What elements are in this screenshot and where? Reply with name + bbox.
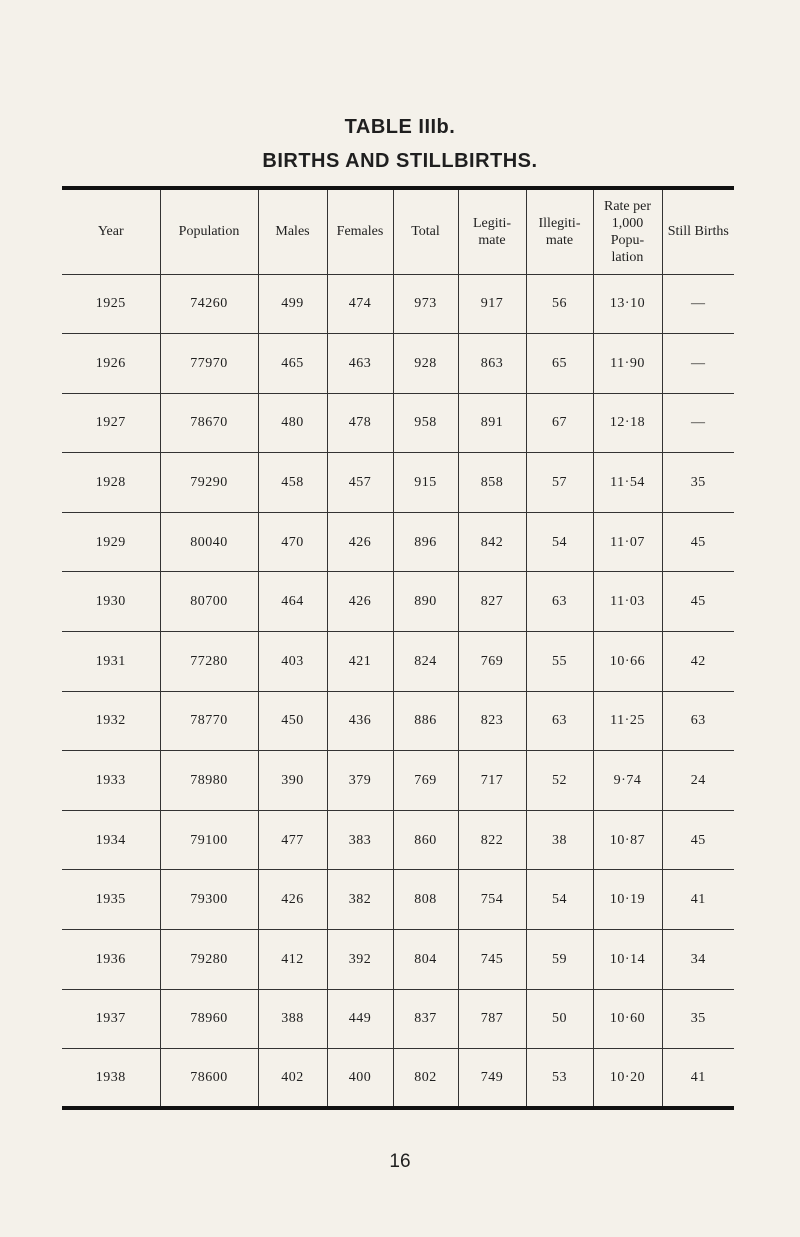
cell-females: 426: [327, 512, 393, 572]
cell-year: 1933: [95, 773, 126, 789]
cell-year: 1936: [95, 951, 126, 967]
table-row: [62, 572, 734, 632]
cell-still-births: 45: [662, 512, 734, 572]
table-row: [62, 334, 734, 394]
cell-total: 860: [393, 810, 458, 870]
cell-males: 426: [258, 870, 327, 930]
cell-females: 449: [327, 989, 393, 1049]
cell-still-births: 35: [662, 453, 734, 513]
cell-population: 74260: [160, 274, 258, 334]
cell-still-births: 45: [662, 572, 734, 632]
cell-males: 412: [258, 930, 327, 990]
cell-males: 403: [258, 632, 327, 692]
cell-total: 896: [393, 512, 458, 572]
cell-rate: 11·07: [593, 512, 662, 572]
cell-year: 1931: [95, 653, 126, 669]
table-title: TABLE IIIb.: [344, 116, 456, 138]
cell-still-births: 63: [662, 691, 734, 751]
cell-population: 78770: [160, 691, 258, 751]
cell-legitimate: 754: [458, 870, 526, 930]
cell-females: 383: [327, 810, 393, 870]
cell-illegitimate: 59: [526, 930, 593, 990]
table-row: [62, 751, 734, 811]
cell-females: 421: [327, 632, 393, 692]
header-males: Males: [258, 188, 327, 274]
cell-population: 79280: [160, 930, 258, 990]
cell-legitimate: 842: [458, 512, 526, 572]
header-females: Females: [327, 188, 393, 274]
table-row: [62, 810, 734, 870]
table-row: [62, 870, 734, 930]
cell-total: 837: [393, 989, 458, 1049]
cell-population: 80700: [160, 572, 258, 632]
cell-illegitimate: 63: [526, 691, 593, 751]
cell-legitimate: 769: [458, 632, 526, 692]
cell-rate: 10·60: [593, 989, 662, 1049]
cell-year: 1930: [95, 594, 126, 610]
cell-legitimate: 822: [458, 810, 526, 870]
cell-year: 1937: [95, 1011, 126, 1027]
cell-illegitimate: 52: [526, 751, 593, 811]
cell-males: 464: [258, 572, 327, 632]
table-row: [62, 632, 734, 692]
cell-legitimate: 917: [458, 274, 526, 334]
cell-population: 77280: [160, 632, 258, 692]
cell-year: 1932: [95, 713, 126, 729]
cell-legitimate: 827: [458, 572, 526, 632]
cell-females: 426: [327, 572, 393, 632]
cell-females: 474: [327, 274, 393, 334]
cell-total: 802: [393, 1049, 458, 1109]
cell-rate: 10·14: [593, 930, 662, 990]
cell-population: 80040: [160, 512, 258, 572]
cell-rate: 9·74: [593, 751, 662, 811]
cell-still-births: —: [662, 393, 734, 453]
cell-total: 886: [393, 691, 458, 751]
header-row: [62, 188, 734, 274]
header-year: Year: [97, 224, 124, 240]
cell-population: 79300: [160, 870, 258, 930]
cell-illegitimate: 67: [526, 393, 593, 453]
cell-illegitimate: 65: [526, 334, 593, 394]
cell-rate: 12·18: [593, 393, 662, 453]
table-subtitle: BIRTHS AND STILLBIRTHS.: [262, 150, 538, 172]
cell-females: 478: [327, 393, 393, 453]
cell-males: 477: [258, 810, 327, 870]
cell-illegitimate: 56: [526, 274, 593, 334]
header-rate: Rate per 1,000 Popu- lation: [593, 188, 662, 274]
cell-males: 480: [258, 393, 327, 453]
cell-year: 1925: [95, 296, 126, 312]
cell-total: 804: [393, 930, 458, 990]
cell-still-births: 41: [662, 870, 734, 930]
cell-illegitimate: 55: [526, 632, 593, 692]
header-still-births: Still Births: [662, 188, 734, 274]
cell-year: 1926: [95, 355, 126, 371]
cell-year: 1934: [95, 832, 126, 848]
table-row: [62, 453, 734, 513]
cell-males: 450: [258, 691, 327, 751]
cell-rate: 10·66: [593, 632, 662, 692]
cell-females: 400: [327, 1049, 393, 1109]
header-population: Population: [160, 188, 258, 274]
page-number: 16: [389, 1151, 411, 1172]
cell-year: 1928: [95, 475, 126, 491]
cell-rate: 11·25: [593, 691, 662, 751]
cell-total: 808: [393, 870, 458, 930]
births-table: [62, 186, 734, 1110]
cell-total: 958: [393, 393, 458, 453]
cell-females: 463: [327, 334, 393, 394]
cell-legitimate: 863: [458, 334, 526, 394]
cell-illegitimate: 38: [526, 810, 593, 870]
header-legitimate: Legiti- mate: [458, 188, 526, 274]
table-row: [62, 1049, 734, 1109]
table-row: [62, 691, 734, 751]
cell-males: 402: [258, 1049, 327, 1109]
cell-rate: 13·10: [593, 274, 662, 334]
cell-still-births: 41: [662, 1049, 734, 1109]
cell-total: 890: [393, 572, 458, 632]
cell-population: 78670: [160, 393, 258, 453]
cell-rate: 11·90: [593, 334, 662, 394]
cell-year: 1935: [95, 892, 126, 908]
cell-year: 1927: [95, 415, 126, 431]
cell-total: 915: [393, 453, 458, 513]
cell-rate: 11·03: [593, 572, 662, 632]
table-row: [62, 512, 734, 572]
cell-still-births: 34: [662, 930, 734, 990]
cell-illegitimate: 54: [526, 512, 593, 572]
cell-females: 436: [327, 691, 393, 751]
cell-legitimate: 717: [458, 751, 526, 811]
table-row: [62, 393, 734, 453]
cell-illegitimate: 53: [526, 1049, 593, 1109]
cell-males: 388: [258, 989, 327, 1049]
cell-still-births: 42: [662, 632, 734, 692]
table-row: [62, 274, 734, 334]
cell-year: 1929: [95, 534, 126, 550]
cell-population: 79290: [160, 453, 258, 513]
cell-total: 824: [393, 632, 458, 692]
cell-total: 928: [393, 334, 458, 394]
cell-legitimate: 891: [458, 393, 526, 453]
cell-illegitimate: 54: [526, 870, 593, 930]
header-illegitimate: Illegiti- mate: [526, 188, 593, 274]
cell-legitimate: 745: [458, 930, 526, 990]
cell-population: 78980: [160, 751, 258, 811]
cell-males: 499: [258, 274, 327, 334]
cell-rate: 11·54: [593, 453, 662, 513]
cell-females: 382: [327, 870, 393, 930]
cell-population: 78960: [160, 989, 258, 1049]
cell-year: 1938: [95, 1070, 126, 1086]
table-row: [62, 930, 734, 990]
cell-rate: 10·19: [593, 870, 662, 930]
cell-illegitimate: 63: [526, 572, 593, 632]
cell-still-births: —: [662, 274, 734, 334]
cell-still-births: 24: [662, 751, 734, 811]
cell-still-births: 35: [662, 989, 734, 1049]
cell-total: 769: [393, 751, 458, 811]
table-row: [62, 989, 734, 1049]
cell-illegitimate: 57: [526, 453, 593, 513]
cell-legitimate: 787: [458, 989, 526, 1049]
cell-total: 973: [393, 274, 458, 334]
cell-females: 379: [327, 751, 393, 811]
cell-population: 78600: [160, 1049, 258, 1109]
cell-males: 390: [258, 751, 327, 811]
cell-legitimate: 823: [458, 691, 526, 751]
cell-males: 465: [258, 334, 327, 394]
cell-rate: 10·87: [593, 810, 662, 870]
cell-population: 79100: [160, 810, 258, 870]
cell-illegitimate: 50: [526, 989, 593, 1049]
cell-legitimate: 749: [458, 1049, 526, 1109]
cell-females: 457: [327, 453, 393, 513]
cell-males: 458: [258, 453, 327, 513]
header-total: Total: [393, 188, 458, 274]
cell-males: 470: [258, 512, 327, 572]
cell-population: 77970: [160, 334, 258, 394]
cell-females: 392: [327, 930, 393, 990]
cell-rate: 10·20: [593, 1049, 662, 1109]
cell-still-births: —: [662, 334, 734, 394]
cell-legitimate: 858: [458, 453, 526, 513]
cell-still-births: 45: [662, 810, 734, 870]
